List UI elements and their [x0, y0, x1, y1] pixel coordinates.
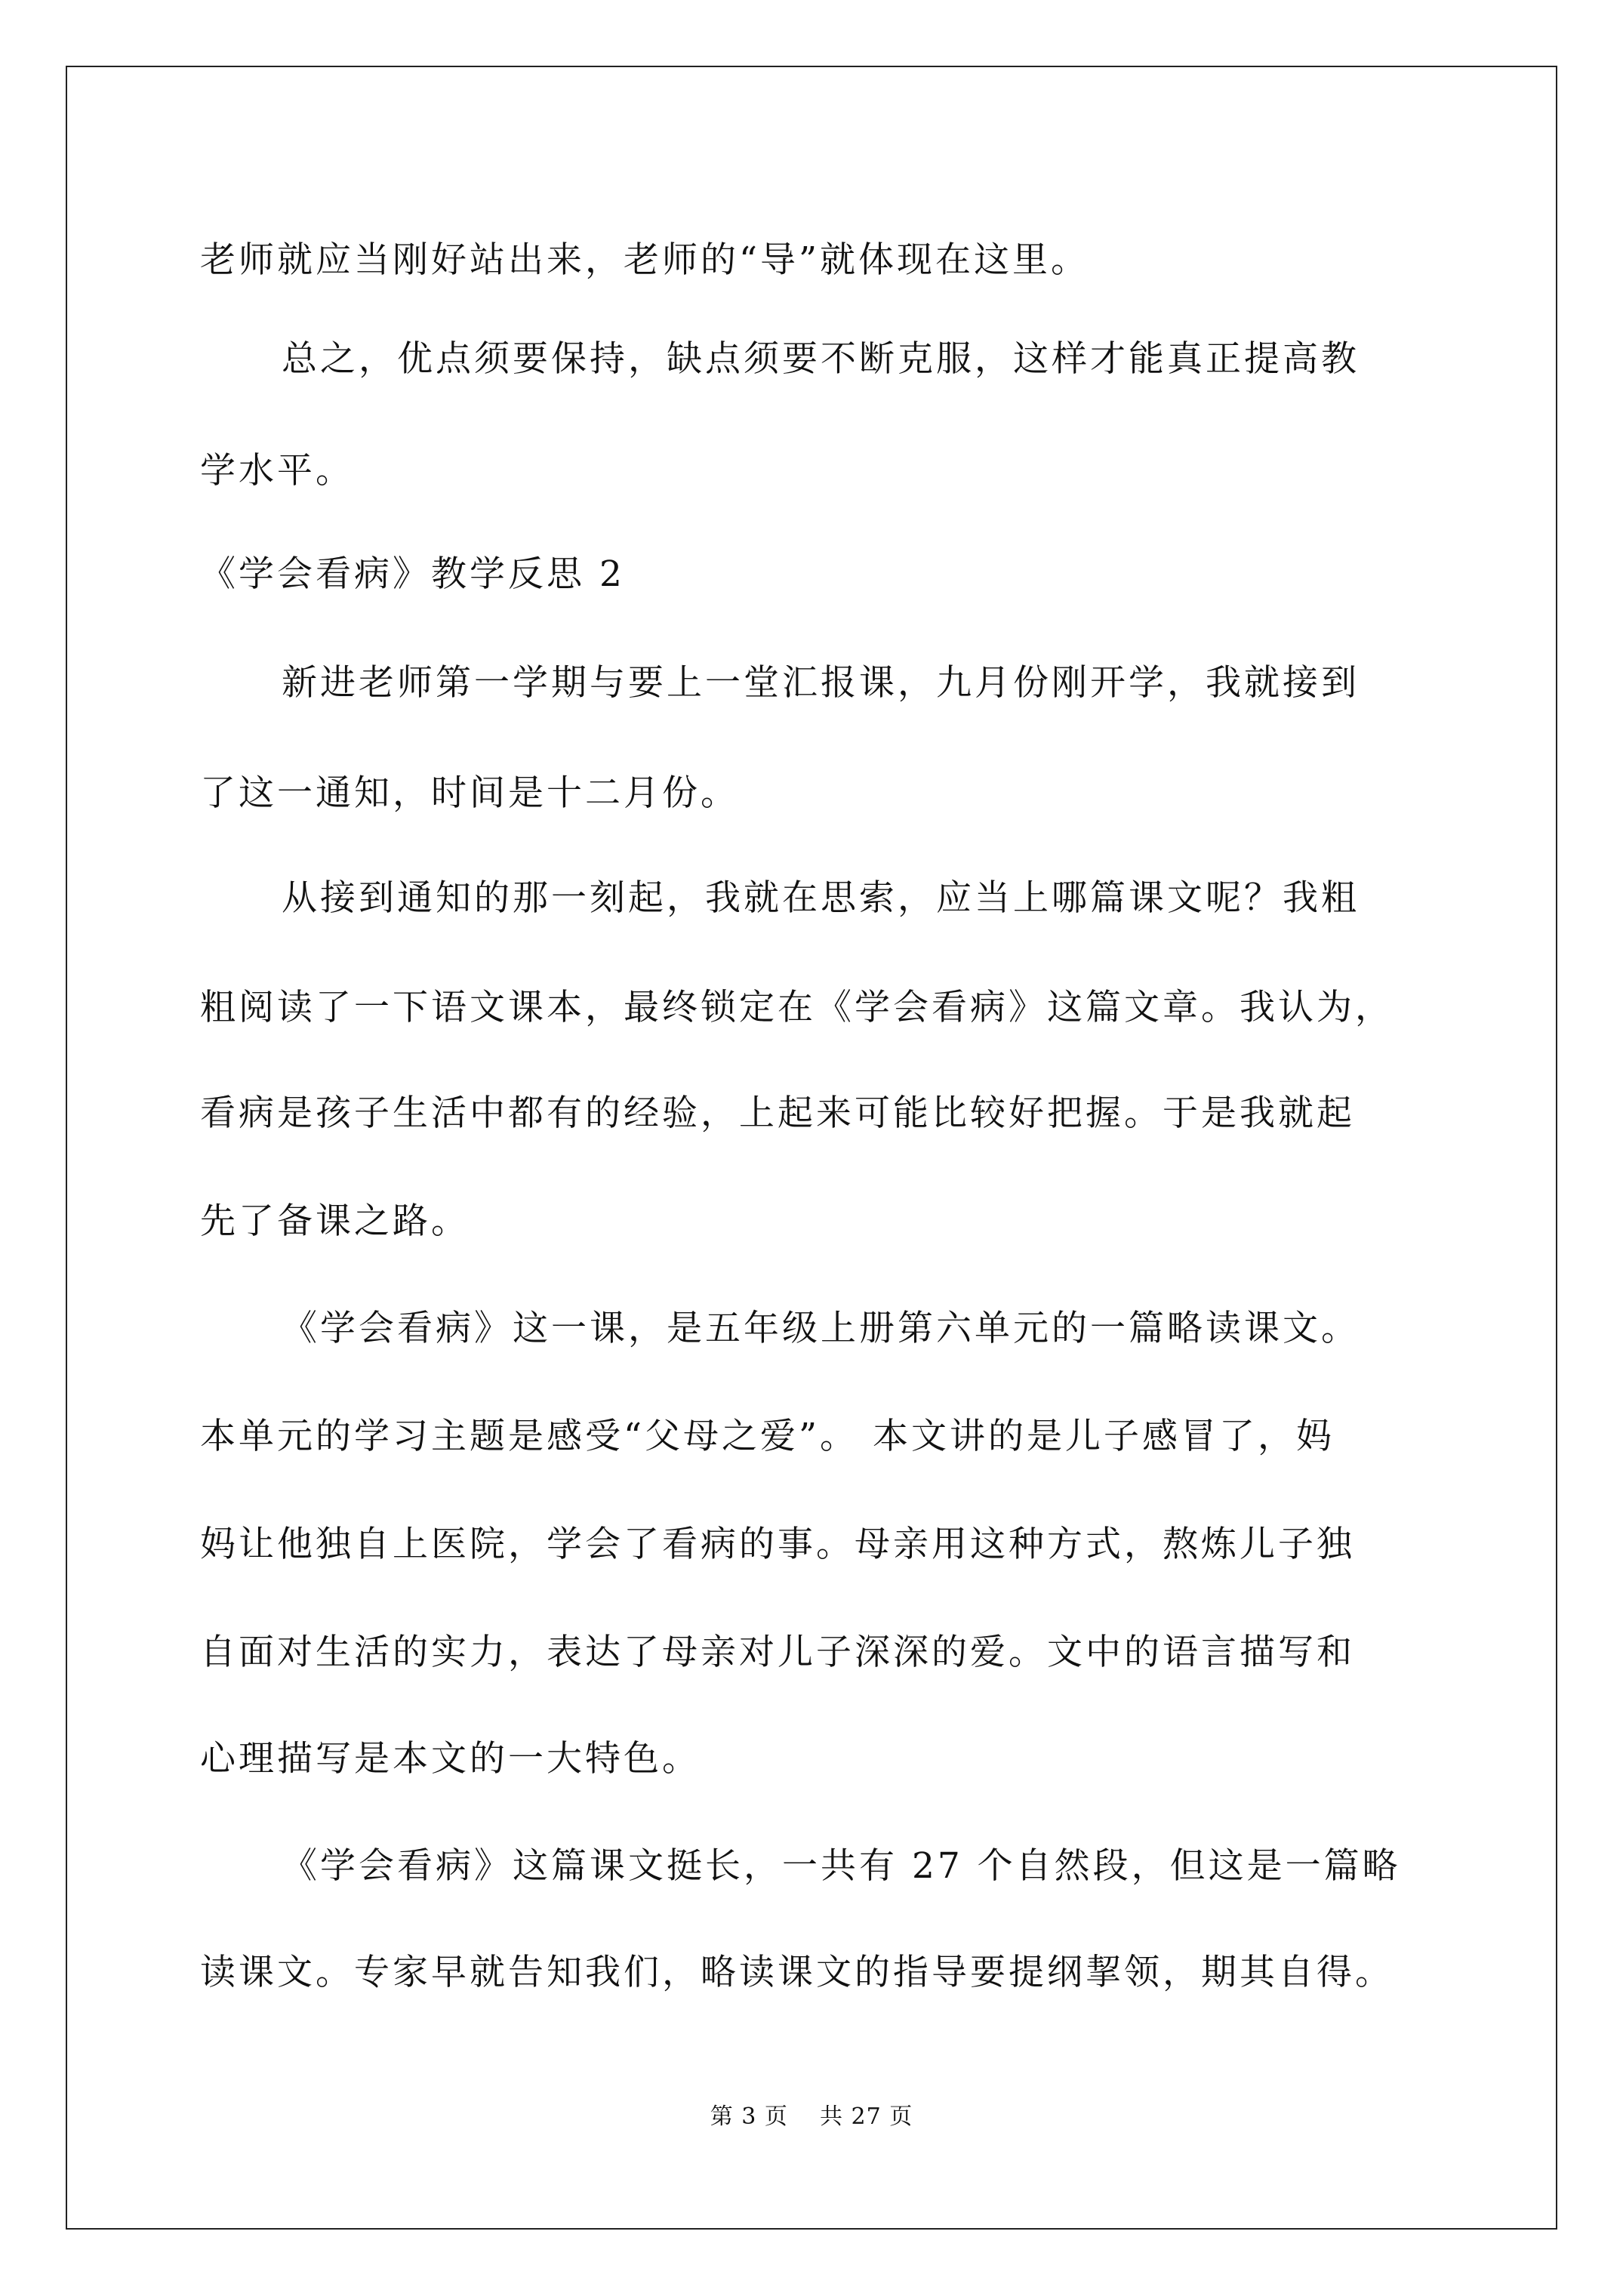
text-line: 老师就应当刚好站出来，老师的“导”就体现在这里。 [200, 239, 1090, 281]
text-line: 读课文。专家早就告知我们，略读课文的指导要提纲挈领，期其自得。 [200, 1952, 1394, 1993]
text-line: 新进老师第一学期与要上一堂汇报课，九月份刚开学，我就接到 [282, 662, 1360, 704]
text-line: 妈让他独自上医院，学会了看病的事。母亲用这种方式，熬炼儿子独 [200, 1524, 1355, 1565]
text-line: 先了备课之路。 [200, 1200, 470, 1242]
section-heading: 《学会看病》教学反思 2 [200, 553, 625, 595]
text-line: 本单元的学习主题是感受“父母之爱”。 本文讲的是儿子感冒了，妈 [200, 1416, 1335, 1457]
text-line: 了这一通知，时间是十二月份。 [200, 772, 739, 814]
page-number: 第 3 页 共 27 页 [710, 2103, 913, 2130]
text-line: 学水平。 [200, 450, 354, 492]
text-line: 《学会看病》这一课，是五年级上册第六单元的一篇略读课文。 [282, 1308, 1360, 1349]
text-line: 心理描写是本文的一大特色。 [200, 1738, 701, 1780]
text-line: 自面对生活的实力，表达了母亲对儿子深深的爱。文中的语言描写和 [200, 1632, 1355, 1673]
text-line: 《学会看病》这篇课文挺长，一共有 27 个自然段，但这是一篇略 [282, 1845, 1401, 1887]
text-line: 从接到通知的那一刻起，我就在思索，应当上哪篇课文呢？我粗 [282, 877, 1360, 919]
text-line: 总之，优点须要保持，缺点须要不断克服，这样才能真正提高教 [282, 338, 1360, 380]
text-line: 粗阅读了一下语文课本，最终锁定在《学会看病》这篇文章。我认为， [200, 987, 1394, 1028]
page-border [66, 66, 1557, 2230]
text-line: 看病是孩子生活中都有的经验，上起来可能比较好把握。于是我就起 [200, 1093, 1355, 1134]
